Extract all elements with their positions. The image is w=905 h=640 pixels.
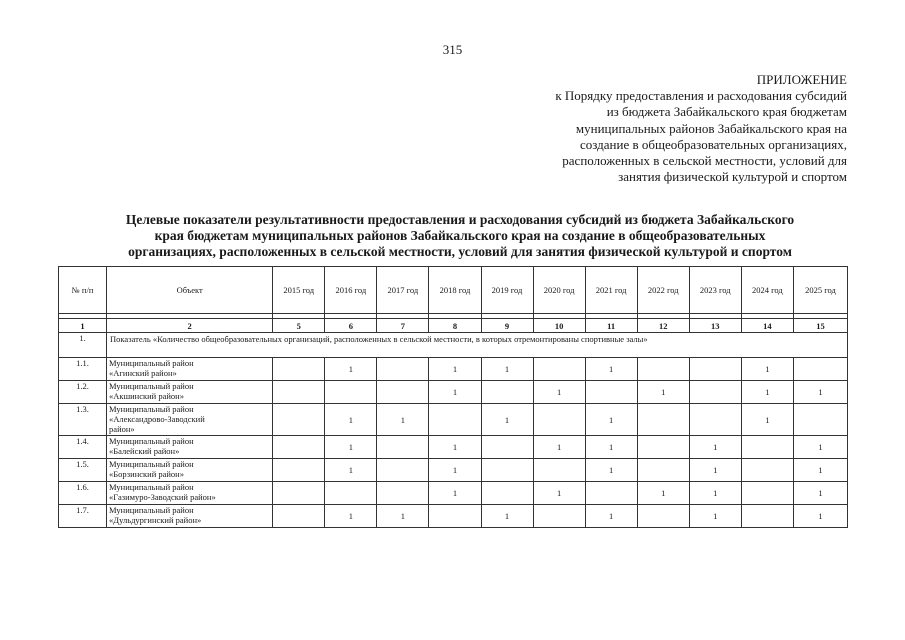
column-number: 5: [273, 319, 325, 333]
object-line: Муниципальный район: [109, 459, 194, 469]
object-line: Муниципальный район: [109, 381, 194, 391]
year-value-cell: 1: [429, 381, 481, 404]
year-value-cell: [481, 436, 533, 459]
row-object: [107, 436, 273, 459]
column-number: 8: [429, 319, 481, 333]
header-object: Объект: [107, 267, 273, 314]
header-year: 2021 год: [585, 267, 637, 314]
year-value-cell: [533, 404, 585, 436]
year-value-cell: [273, 358, 325, 381]
column-number: 2: [107, 319, 273, 333]
year-value-cell: 1: [637, 482, 689, 505]
object-line: «Борзинский район»: [109, 469, 184, 479]
year-value-cell: [481, 381, 533, 404]
year-value-cell: 1: [585, 459, 637, 482]
object-line: «Дульдургинский район»: [109, 515, 202, 525]
header-year: 2022 год: [637, 267, 689, 314]
object-line: район»: [109, 424, 135, 434]
row-number: 1.5.: [59, 459, 107, 482]
year-value-cell: 1: [585, 436, 637, 459]
year-value-cell: [637, 505, 689, 528]
object-line: Муниципальный район: [109, 436, 194, 446]
document-title: [70, 212, 850, 260]
table-row: [59, 436, 848, 459]
column-number: 13: [689, 319, 741, 333]
header-year: 2025 год: [793, 267, 847, 314]
table-row: [59, 404, 848, 436]
row-object: [107, 505, 273, 528]
year-value-cell: 1: [689, 436, 741, 459]
year-value-cell: 1: [533, 381, 585, 404]
appendix-line: из бюджета Забайкальского края бюджетам: [606, 104, 847, 120]
object-line: «Балейский район»: [109, 446, 180, 456]
year-value-cell: [273, 404, 325, 436]
year-value-cell: 1: [741, 404, 793, 436]
object-line: «Акшинский район»: [109, 391, 184, 401]
year-value-cell: [377, 436, 429, 459]
header-year: 2016 год: [325, 267, 377, 314]
year-value-cell: [533, 358, 585, 381]
column-number: 1: [59, 319, 107, 333]
year-value-cell: 1: [689, 459, 741, 482]
column-number: 10: [533, 319, 585, 333]
year-value-cell: [689, 358, 741, 381]
year-value-cell: 1: [325, 358, 377, 381]
header-year: 2018 год: [429, 267, 481, 314]
table-header-row: [59, 267, 848, 314]
header-year: 2023 год: [689, 267, 741, 314]
year-value-cell: [741, 436, 793, 459]
year-value-cell: [637, 404, 689, 436]
row-object: [107, 358, 273, 381]
year-value-cell: [325, 482, 377, 505]
row-object: [107, 482, 273, 505]
year-value-cell: 1: [325, 436, 377, 459]
column-number: 9: [481, 319, 533, 333]
table-row: [59, 482, 848, 505]
header-year: 2020 год: [533, 267, 585, 314]
year-value-cell: [481, 482, 533, 505]
year-value-cell: [585, 482, 637, 505]
year-value-cell: [741, 459, 793, 482]
table-row: [59, 381, 848, 404]
year-value-cell: 1: [741, 358, 793, 381]
column-number: 12: [637, 319, 689, 333]
row-number: 1.7.: [59, 505, 107, 528]
object-line: Муниципальный район: [109, 482, 194, 492]
year-value-cell: [325, 381, 377, 404]
year-value-cell: 1: [533, 436, 585, 459]
year-value-cell: [377, 482, 429, 505]
column-number: 14: [741, 319, 793, 333]
title-line: Целевые показатели результативности предоставления и расходования субсидий из бюджета Забайкальского: [125, 212, 795, 227]
table-row: [59, 459, 848, 482]
object-line: Муниципальный район: [109, 505, 194, 515]
column-number: 6: [325, 319, 377, 333]
year-value-cell: 1: [689, 505, 741, 528]
year-value-cell: 1: [585, 505, 637, 528]
year-value-cell: [793, 404, 847, 436]
year-value-cell: [689, 381, 741, 404]
row-object: [107, 404, 273, 436]
year-value-cell: 1: [793, 482, 847, 505]
year-value-cell: 1: [429, 436, 481, 459]
appendix-block: [427, 72, 847, 185]
year-value-cell: [273, 482, 325, 505]
year-value-cell: 1: [481, 505, 533, 528]
column-number: 15: [793, 319, 847, 333]
year-value-cell: 1: [481, 358, 533, 381]
row-number: 1.1.: [59, 358, 107, 381]
year-value-cell: 1: [429, 358, 481, 381]
year-value-cell: 1: [325, 404, 377, 436]
year-value-cell: [273, 436, 325, 459]
year-value-cell: [377, 358, 429, 381]
column-number: 11: [585, 319, 637, 333]
header-num: № п/п: [59, 267, 107, 314]
row-number: 1.6.: [59, 482, 107, 505]
year-value-cell: 1: [429, 459, 481, 482]
column-numbers-row: [59, 319, 848, 333]
row-object: [107, 459, 273, 482]
row-number: 1.4.: [59, 436, 107, 459]
year-value-cell: [481, 459, 533, 482]
year-value-cell: [741, 482, 793, 505]
title-line: края бюджетам муниципальных районов Забайкальского края на создание в общеобразовательных: [154, 228, 766, 243]
appendix-line: муниципальных районов Забайкальского края на: [575, 120, 847, 136]
appendix-line: занятия физической культурой и спортом: [618, 169, 847, 185]
year-value-cell: [273, 459, 325, 482]
year-value-cell: [533, 459, 585, 482]
appendix-line: расположенных в сельской местности, условий для: [562, 153, 847, 169]
indicator-text: Показатель «Количество общеобразовательных организаций, расположенных в сельской местности, в которых отремонтированы спортивные залы»: [107, 333, 848, 358]
year-value-cell: 1: [325, 505, 377, 528]
year-value-cell: 1: [585, 358, 637, 381]
object-line: Муниципальный район: [109, 404, 194, 414]
year-value-cell: [273, 381, 325, 404]
year-value-cell: [377, 381, 429, 404]
year-value-cell: [533, 505, 585, 528]
year-value-cell: 1: [793, 505, 847, 528]
year-value-cell: 1: [481, 404, 533, 436]
page-number: 315: [442, 42, 463, 57]
header-year: 2017 год: [377, 267, 429, 314]
year-value-cell: 1: [793, 436, 847, 459]
year-value-cell: [741, 505, 793, 528]
year-value-cell: [637, 358, 689, 381]
year-value-cell: [689, 404, 741, 436]
year-value-cell: [793, 358, 847, 381]
year-value-cell: 1: [793, 459, 847, 482]
year-value-cell: 1: [377, 505, 429, 528]
appendix-heading: ПРИЛОЖЕНИЕ: [756, 72, 847, 87]
year-value-cell: 1: [377, 404, 429, 436]
year-value-cell: [429, 404, 481, 436]
targets-table: [58, 266, 848, 528]
year-value-cell: 1: [741, 381, 793, 404]
row-number: 1.3.: [59, 404, 107, 436]
header-year: 2024 год: [741, 267, 793, 314]
row-number: 1.2.: [59, 381, 107, 404]
indicator-row: [59, 333, 848, 358]
header-year: 2015 год: [273, 267, 325, 314]
year-value-cell: 1: [793, 381, 847, 404]
object-line: «Агинский район»: [109, 368, 177, 378]
column-number: 7: [377, 319, 429, 333]
appendix-line: к Порядку предоставления и расходования субсидий: [555, 88, 847, 104]
object-line: Муниципальный район: [109, 358, 194, 368]
year-value-cell: 1: [585, 404, 637, 436]
year-value-cell: [273, 505, 325, 528]
year-value-cell: [429, 505, 481, 528]
table-row: [59, 358, 848, 381]
object-line: «Александрово-Заводский: [109, 414, 205, 424]
object-line: «Газимуро-Заводский район»: [109, 492, 216, 502]
appendix-line: создание в общеобразовательных организациях,: [580, 136, 847, 152]
title-line: организациях, расположенных в сельской местности, условий для занятия физической культурой и спортом: [128, 244, 792, 259]
year-value-cell: [637, 436, 689, 459]
year-value-cell: [377, 459, 429, 482]
year-value-cell: 1: [325, 459, 377, 482]
year-value-cell: 1: [429, 482, 481, 505]
header-year: 2019 год: [481, 267, 533, 314]
year-value-cell: [585, 381, 637, 404]
year-value-cell: 1: [637, 381, 689, 404]
row-object: [107, 381, 273, 404]
indicator-number: 1.: [59, 333, 107, 358]
year-value-cell: 1: [533, 482, 585, 505]
year-value-cell: [637, 459, 689, 482]
table-row: [59, 505, 848, 528]
year-value-cell: 1: [689, 482, 741, 505]
